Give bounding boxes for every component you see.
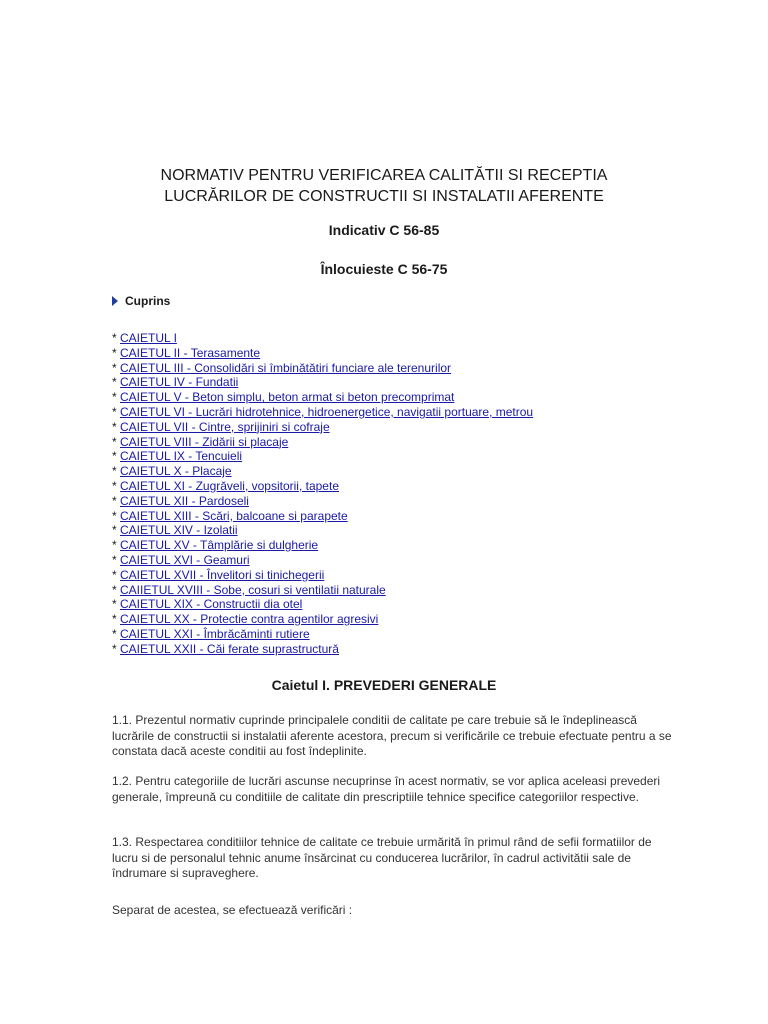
- toc-link[interactable]: CAIETUL IV - Fundatii: [120, 375, 239, 390]
- table-of-contents: [112, 331, 533, 657]
- toc-item: * CAIETUL I: [112, 331, 177, 345]
- toc-link[interactable]: CAIETUL XI - Zugrăveli, vopsitorii, tapete: [120, 478, 339, 493]
- toc-item: * CAIETUL XIV - Izolatii: [112, 523, 238, 538]
- toc-item: * CAIETUL II - Terasamente: [112, 345, 261, 360]
- paragraph-1-1: 1.1. Prezentul normativ cuprinde principalele conditii de calitate pe care trebuie să le îndeplinească lucrările de constructii si instalatii aferente acestora, precum si verificările ce trebuie efectuate pentru a se constata dacă aceste conditii au fost îndeplinite.: [112, 713, 672, 758]
- toc-link[interactable]: CAIIETUL XVIII - Sobe, cosuri si ventilatii naturale: [120, 582, 386, 597]
- toc-item: * CAIETUL VII - Cintre, sprijiniri si cofraje: [112, 419, 330, 434]
- title-line-2: LUCRĂRILOR DE CONSTRUCTII SI INSTALATII AFERENTE: [164, 188, 604, 205]
- toc-link[interactable]: CAIETUL XIV - Izolatii: [120, 523, 238, 538]
- toc-link[interactable]: CAIETUL V - Beton simplu, beton armat si beton precomprimat: [120, 390, 455, 405]
- toc-link[interactable]: CAIETUL XVI - Geamuri: [120, 552, 250, 567]
- paragraph-1-2: 1.2. Pentru categoriile de lucrări ascunse necuprinse în acest normativ, se vor aplica aceleasi prevederi generale, împreună cu conditiile de calitate din prescriptiile tehnice specifice categoriilor respective.: [112, 774, 661, 804]
- toc-item: * CAIETUL XVII - Învelitori si tinichegerii: [112, 567, 325, 582]
- document-title: [0, 165, 768, 207]
- cuprins-toggle[interactable]: [112, 294, 170, 308]
- toc-item: * CAIETUL XII - Pardoseli: [112, 493, 249, 508]
- toc-link[interactable]: CAIETUL XXII - Căi ferate suprastructură: [120, 641, 339, 656]
- toc-item: * CAIIETUL XVIII - Sobe, cosuri si ventilatii naturale: [112, 582, 386, 597]
- toc-link[interactable]: CAIETUL XVII - Învelitori si tinichegerii: [120, 567, 325, 582]
- toc-item: * CAIETUL VIII - Zidării si placaje: [112, 434, 289, 449]
- toc-item: * CAIETUL VI - Lucrări hidrotehnice, hidroenergetice, navigatii portuare, metrou: [112, 404, 534, 419]
- toc-link[interactable]: CAIETUL X - Placaje: [120, 464, 232, 479]
- toc-link[interactable]: CAIETUL II - Terasamente: [120, 345, 261, 360]
- toc-item: * CAIETUL III - Consolidări si îmbinătătiri funciare ale terenurilor: [112, 360, 452, 375]
- toc-item: * CAIETUL V - Beton simplu, beton armat si beton precomprimat: [112, 390, 455, 405]
- paragraph-verificari: Separat de acestea, se efectuează verificări :: [112, 903, 353, 917]
- title-line-1: NORMATIV PENTRU VERIFICAREA CALITĂTII SI RECEPTIA: [160, 167, 608, 184]
- toc-item: * CAIETUL XVI - Geamuri: [112, 552, 250, 567]
- toc-item: * CAIETUL XIX - Constructii dia otel: [112, 597, 303, 612]
- toc-link[interactable]: CAIETUL XIX - Constructii dia otel: [120, 597, 303, 612]
- toc-link[interactable]: CAIETUL I: [120, 331, 177, 345]
- toc-link[interactable]: CAIETUL XII - Pardoseli: [120, 493, 249, 508]
- toc-link[interactable]: CAIETUL VI - Lucrări hidrotehnice, hidroenergetice, navigatii portuare, metrou: [120, 404, 534, 419]
- toc-link[interactable]: CAIETUL VIII - Zidării si placaje: [120, 434, 289, 449]
- toc-item: * CAIETUL XV - Tâmplărie si dulgherie: [112, 538, 319, 553]
- toc-item: * CAIETUL XIII - Scări, balcoane si parapete: [112, 508, 348, 523]
- toc-link[interactable]: CAIETUL XX - Protectie contra agentilor agresivi: [120, 612, 379, 627]
- toc-item: * CAIETUL XXI - Îmbrăcăminti rutiere: [112, 626, 310, 641]
- paragraph-1-3: 1.3. Respectarea conditiilor tehnice de calitate ce trebuie urmărită în primul rând de sefii formatiilor de lucru si de personalul tehnic anume însărcinat cu conducerea lucrărilor, în cadrul activitătii sale de îndrumare si supraveghere.: [112, 835, 652, 880]
- replaces-label: Înlocuieste C 56-75: [320, 261, 448, 277]
- toc-link[interactable]: CAIETUL XXI - Îmbrăcăminti rutiere: [120, 626, 310, 641]
- section-title: Caietul I. PREVEDERI GENERALE: [271, 677, 497, 693]
- toc-item: * CAIETUL XI - Zugrăveli, vopsitorii, tapete: [112, 478, 339, 493]
- triangle-right-icon: [112, 296, 118, 306]
- indicativ-label: Indicativ C 56-85: [328, 222, 440, 238]
- toc-link[interactable]: CAIETUL XV - Tâmplărie si dulgherie: [120, 538, 319, 553]
- toc-link[interactable]: CAIETUL III - Consolidări si îmbinătătiri funciare ale terenurilor: [120, 360, 452, 375]
- toc-item: * CAIETUL XXII - Căi ferate suprastructură: [112, 641, 339, 656]
- toc-item: * CAIETUL IV - Fundatii: [112, 375, 239, 390]
- toc-item: * CAIETUL IX - Tencuieli: [112, 449, 243, 464]
- toc-item: * CAIETUL XX - Protectie contra agentilor agresivi: [112, 612, 379, 627]
- toc-item: * CAIETUL X - Placaje: [112, 464, 232, 479]
- toc-link[interactable]: CAIETUL XIII - Scări, balcoane si parapete: [120, 508, 348, 523]
- toc-link[interactable]: CAIETUL IX - Tencuieli: [120, 449, 243, 464]
- toc-link[interactable]: CAIETUL VII - Cintre, sprijiniri si cofraje: [120, 419, 330, 434]
- cuprins-label: Cuprins: [125, 294, 171, 308]
